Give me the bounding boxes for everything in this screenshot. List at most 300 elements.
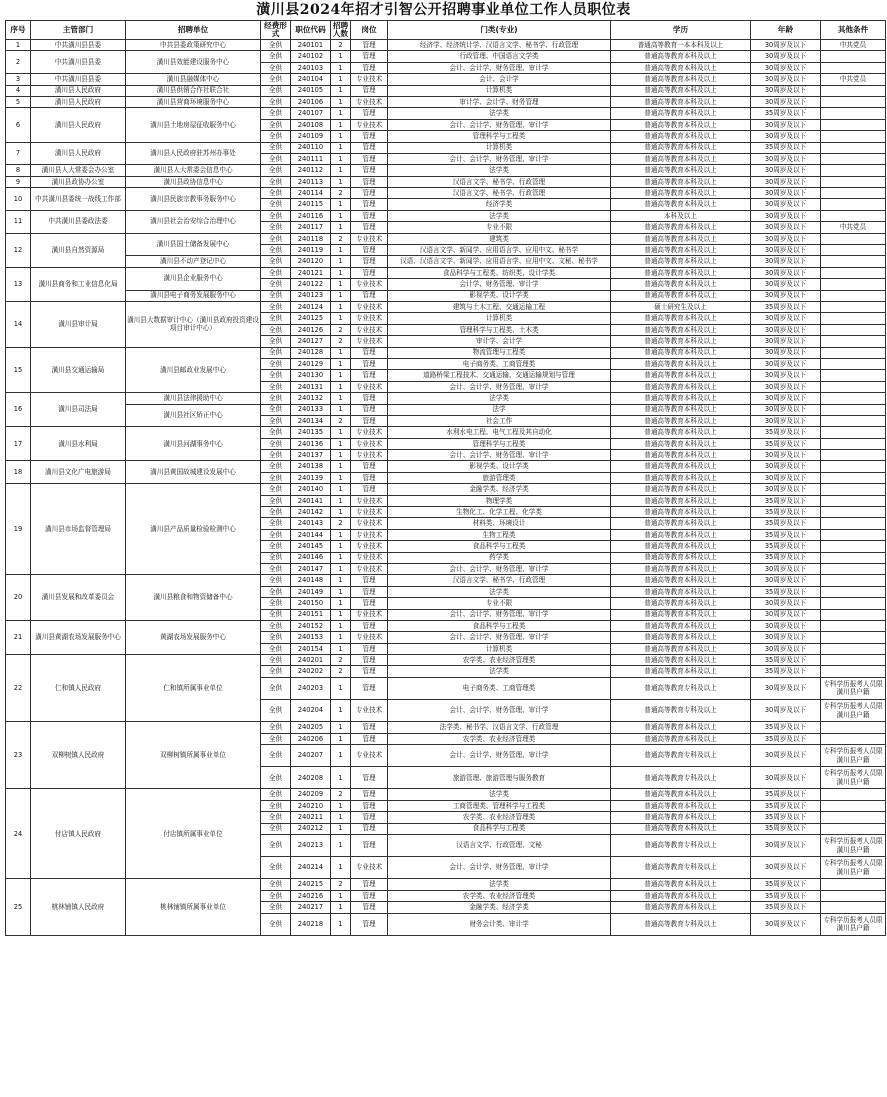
table-cell: 全供: [261, 96, 291, 107]
table-cell: 全供: [261, 767, 291, 789]
table-cell: 30周岁及以下: [751, 336, 821, 347]
table-cell: 专业技术: [351, 279, 388, 290]
table-cell: [821, 108, 886, 119]
table-cell: 240139: [291, 472, 331, 483]
table-cell: 240213: [291, 834, 331, 856]
table-cell: 物理学类: [388, 495, 611, 506]
table-cell: 240205: [291, 722, 331, 733]
table-cell: 全供: [261, 632, 291, 643]
table-cell: 240112: [291, 165, 331, 176]
table-cell: 1: [331, 890, 351, 901]
table-cell: 普通高等教育本科及以上: [611, 632, 751, 643]
col-header-count: 招聘人数: [331, 21, 351, 40]
table-cell: 35周岁及以下: [751, 800, 821, 811]
table-cell: 全供: [261, 119, 291, 130]
table-cell: 1: [331, 677, 351, 699]
table-cell: [821, 609, 886, 620]
table-cell: [821, 518, 886, 529]
table-cell: 专业技术: [351, 74, 388, 85]
table-cell: 1: [331, 290, 351, 301]
table-cell: 22: [6, 655, 31, 722]
table-cell: 240109: [291, 131, 331, 142]
table-cell: 全供: [261, 472, 291, 483]
table-cell: 240137: [291, 450, 331, 461]
table-row: [6, 176, 886, 187]
table-cell: [821, 415, 886, 426]
table-cell: 240212: [291, 823, 331, 834]
table-cell: [821, 879, 886, 890]
table-cell: 1: [331, 643, 351, 654]
table-cell: 管理: [351, 902, 388, 913]
table-cell: 潢川县邮政业发展中心: [126, 347, 261, 393]
table-cell: 管理: [351, 245, 388, 256]
table-cell: 1: [331, 834, 351, 856]
table-cell: 全供: [261, 370, 291, 381]
table-cell: 240129: [291, 358, 331, 369]
col-header-other: 其他条件: [821, 21, 886, 40]
table-row: [6, 142, 886, 153]
table-cell: 全供: [261, 598, 291, 609]
table-cell: [821, 823, 886, 834]
table-row: [6, 74, 886, 85]
table-cell: 会计、会计学: [388, 74, 611, 85]
table-cell: 1: [331, 96, 351, 107]
table-cell: 汉语言文学、秘书学、行政管理: [388, 575, 611, 586]
table-cell: [821, 722, 886, 733]
table-cell: 35周岁及以下: [751, 722, 821, 733]
table-cell: 专业技术: [351, 324, 388, 335]
table-cell: 1: [331, 902, 351, 913]
table-cell: 240115: [291, 199, 331, 210]
table-cell: [821, 598, 886, 609]
table-cell: 潢川县司法局: [31, 393, 126, 427]
table-cell: 240126: [291, 324, 331, 335]
col-header-major: 门类(专业): [388, 21, 611, 40]
table-cell: 影视学类、设计学类: [388, 290, 611, 301]
table-cell: 普通高等教育本科及以上: [611, 108, 751, 119]
table-cell: 2: [331, 518, 351, 529]
table-cell: 240147: [291, 563, 331, 574]
table-cell: [821, 233, 886, 244]
table-cell: 普通高等教育本科及以上: [611, 438, 751, 449]
table-cell: 普通高等教育本科及以上: [611, 733, 751, 744]
table-cell: 管理: [351, 188, 388, 199]
table-cell: 潢川县企业服务中心: [126, 267, 261, 290]
table-cell: 30周岁及以下: [751, 131, 821, 142]
col-header-education: 学历: [611, 21, 751, 40]
table-cell: 普通高等教育本科及以上: [611, 518, 751, 529]
table-cell: [821, 370, 886, 381]
table-cell: 1: [331, 620, 351, 631]
table-cell: 普通高等教育本科及以上: [611, 575, 751, 586]
table-cell: 专业技术: [351, 495, 388, 506]
table-cell: 经济学类: [388, 199, 611, 210]
table-cell: 240123: [291, 290, 331, 301]
table-cell: [821, 666, 886, 677]
table-cell: 30周岁及以下: [751, 767, 821, 789]
table-cell: 240202: [291, 666, 331, 677]
table-cell: [821, 119, 886, 130]
table-cell: 普通高等教育本科及以上: [611, 256, 751, 267]
table-cell: 潢川县黄国故城建设发展中心: [126, 461, 261, 484]
table-cell: 管理: [351, 142, 388, 153]
table-cell: 专科学历报考人员限潢川县户籍: [821, 857, 886, 879]
table-cell: 30周岁及以下: [751, 199, 821, 210]
table-row: [6, 188, 886, 199]
table-cell: [821, 484, 886, 495]
table-cell: 全供: [261, 495, 291, 506]
table-cell: 1: [331, 210, 351, 221]
table-cell: 35周岁及以下: [751, 812, 821, 823]
table-cell: 30周岁及以下: [751, 575, 821, 586]
table-cell: 全供: [261, 222, 291, 233]
table-cell: 全供: [261, 210, 291, 221]
table-cell: [821, 472, 886, 483]
table-cell: 潢川县融媒体中心: [126, 74, 261, 85]
table-cell: 管理: [351, 85, 388, 96]
table-cell: 240125: [291, 313, 331, 324]
table-cell: 潢川县供销合作社联合社: [126, 85, 261, 96]
table-cell: 1: [331, 279, 351, 290]
table-cell: 潢川县社区矫正中心: [126, 404, 261, 427]
table-cell: 35周岁及以下: [751, 902, 821, 913]
table-cell: 管理: [351, 165, 388, 176]
table-row: [6, 85, 886, 96]
table-cell: 35周岁及以下: [751, 586, 821, 597]
table-cell: 30周岁及以下: [751, 620, 821, 631]
table-cell: 中共党员: [821, 40, 886, 51]
table-cell: 计算机类: [388, 313, 611, 324]
table-cell: 240128: [291, 347, 331, 358]
table-cell: 专业技术: [351, 96, 388, 107]
table-cell: 1: [331, 381, 351, 392]
table-cell: 30周岁及以下: [751, 472, 821, 483]
table-cell: 管理: [351, 370, 388, 381]
table-cell: 1: [331, 529, 351, 540]
table-cell: 11: [6, 210, 31, 233]
table-row: [6, 722, 886, 733]
table-cell: 汉语言文学、秘书学、行政管理: [388, 188, 611, 199]
table-cell: 1: [331, 800, 351, 811]
table-cell: [821, 733, 886, 744]
table-cell: 潢川县人民政府: [31, 108, 126, 142]
table-cell: 潢川县发展和改革委员会: [31, 575, 126, 621]
table-cell: 潢川县人民政府: [31, 142, 126, 165]
table-cell: [821, 529, 886, 540]
table-cell: 水利水电工程、电气工程及其自动化: [388, 427, 611, 438]
table-cell: 潢川县人大常委会信息中心: [126, 165, 261, 176]
table-cell: 普通高等教育本科及以上: [611, 902, 751, 913]
table-cell: 专业技术: [351, 438, 388, 449]
table-cell: 全供: [261, 745, 291, 767]
table-cell: [821, 450, 886, 461]
table-cell: 1: [331, 450, 351, 461]
table-cell: [821, 324, 886, 335]
table-cell: 13: [6, 267, 31, 301]
table-cell: 30周岁及以下: [751, 245, 821, 256]
table-cell: 管理: [351, 461, 388, 472]
table-cell: 全供: [261, 450, 291, 461]
table-cell: 240124: [291, 301, 331, 312]
table-cell: 管理: [351, 643, 388, 654]
table-cell: 普通高等教育本科及以上: [611, 666, 751, 677]
table-cell: 17: [6, 427, 31, 461]
table-cell: 全供: [261, 438, 291, 449]
table-cell: 普通高等教育本科及以上: [611, 563, 751, 574]
table-cell: 桃林铺镇人民政府: [31, 879, 126, 935]
table-cell: 普通高等教育本科及以上: [611, 393, 751, 404]
table-cell: 普通高等教育专科及以上: [611, 913, 751, 935]
table-cell: 240121: [291, 267, 331, 278]
table-cell: 1: [331, 575, 351, 586]
table-cell: 计算机类: [388, 643, 611, 654]
table-cell: 1: [331, 142, 351, 153]
table-cell: 潢川县政协信息中心: [126, 176, 261, 187]
table-cell: 240210: [291, 800, 331, 811]
table-cell: 1: [331, 541, 351, 552]
table-cell: 食品科学与工程类: [388, 541, 611, 552]
table-cell: 管理科学与工程类: [388, 131, 611, 142]
table-cell: 240208: [291, 767, 331, 789]
table-cell: 全供: [261, 336, 291, 347]
table-cell: 法学类: [388, 789, 611, 800]
table-cell: 35周岁及以下: [751, 733, 821, 744]
table-cell: 全供: [261, 586, 291, 597]
table-cell: 30周岁及以下: [751, 358, 821, 369]
table-cell: 专科学历报考人员限潢川县户籍: [821, 834, 886, 856]
table-cell: 全供: [261, 507, 291, 518]
table-cell: 全供: [261, 381, 291, 392]
table-cell: 专业不限: [388, 222, 611, 233]
table-cell: 全供: [261, 677, 291, 699]
table-cell: 30周岁及以下: [751, 290, 821, 301]
table-cell: 普通高等教育专科及以上: [611, 767, 751, 789]
table-cell: 30周岁及以下: [751, 450, 821, 461]
table-cell: 专科学历报考人员限潢川县户籍: [821, 767, 886, 789]
table-cell: [821, 256, 886, 267]
table-cell: 专科学历报考人员限潢川县户籍: [821, 913, 886, 935]
table-cell: 管理: [351, 484, 388, 495]
table-cell: 管理: [351, 108, 388, 119]
table-cell: 全供: [261, 256, 291, 267]
table-cell: 全供: [261, 609, 291, 620]
table-cell: 专业技术: [351, 632, 388, 643]
table-cell: 240215: [291, 879, 331, 890]
table-cell: [821, 313, 886, 324]
table-cell: 电子商务类、工商管理类: [388, 677, 611, 699]
table-cell: 生物化工、化学工程、化学类: [388, 507, 611, 518]
table-cell: 会计、会计学、财务管理、审计学: [388, 700, 611, 722]
table-cell: 潢川县人民政府驻苏州办事处: [126, 142, 261, 165]
table-cell: 管理: [351, 40, 388, 51]
table-cell: 35周岁及以下: [751, 541, 821, 552]
table-cell: [821, 902, 886, 913]
table-cell: [821, 153, 886, 164]
table-row: [6, 108, 886, 119]
table-cell: 30周岁及以下: [751, 913, 821, 935]
table-cell: [821, 541, 886, 552]
table-cell: 1: [331, 857, 351, 879]
table-cell: 潢川县营商环境服务中心: [126, 96, 261, 107]
table-row: [6, 620, 886, 631]
table-cell: 240204: [291, 700, 331, 722]
table-cell: 专业技术: [351, 301, 388, 312]
table-cell: 9: [6, 176, 31, 187]
table-cell: 中共党员: [821, 222, 886, 233]
table-cell: 潢川县黄湖农场发展服务中心: [31, 620, 126, 654]
table-cell: 240140: [291, 484, 331, 495]
table-cell: 管理: [351, 655, 388, 666]
table-cell: [821, 427, 886, 438]
table-cell: 2: [331, 789, 351, 800]
table-cell: [821, 301, 886, 312]
table-cell: 30周岁及以下: [751, 632, 821, 643]
table-cell: 240144: [291, 529, 331, 540]
table-cell: 30周岁及以下: [751, 609, 821, 620]
table-cell: 工商管理类、管理科学与工程类: [388, 800, 611, 811]
table-cell: 240133: [291, 404, 331, 415]
table-cell: 专业不限: [388, 598, 611, 609]
table-cell: 240119: [291, 245, 331, 256]
table-cell: 普通高等教育本科及以上: [611, 495, 751, 506]
table-cell: 240136: [291, 438, 331, 449]
table-cell: 1: [331, 153, 351, 164]
table-cell: 全供: [261, 267, 291, 278]
table-cell: 普通高等教育本科及以上: [611, 290, 751, 301]
table-cell: 30周岁及以下: [751, 51, 821, 62]
table-cell: 240101: [291, 40, 331, 51]
table-cell: 35周岁及以下: [751, 142, 821, 153]
table-cell: 管理: [351, 415, 388, 426]
table-cell: [821, 245, 886, 256]
table-cell: 全供: [261, 890, 291, 901]
table-cell: 普通高等教育本科及以上: [611, 199, 751, 210]
table-cell: 管理: [351, 358, 388, 369]
table-cell: 2: [331, 415, 351, 426]
table-cell: 管理: [351, 666, 388, 677]
table-cell: 35周岁及以下: [751, 666, 821, 677]
table-cell: 全供: [261, 108, 291, 119]
page-title: 潢川县2024年招才引智公开招聘事业单位工作人员职位表: [256, 2, 631, 18]
table-cell: 30周岁及以下: [751, 62, 821, 73]
table-cell: 240150: [291, 598, 331, 609]
table-cell: 1: [331, 347, 351, 358]
table-cell: 潢川县大数据审计中心（潢川县政府投资建设项目审计中心）: [126, 301, 261, 347]
table-cell: 普通高等教育本科及以上: [611, 324, 751, 335]
table-cell: 普通高等教育本科及以上: [611, 245, 751, 256]
table-cell: 240214: [291, 857, 331, 879]
table-cell: 普通高等教育本科及以上: [611, 484, 751, 495]
table-cell: 管理: [351, 823, 388, 834]
table-cell: 16: [6, 393, 31, 427]
table-cell: [821, 800, 886, 811]
table-cell: 计算机类: [388, 142, 611, 153]
table-cell: 240117: [291, 222, 331, 233]
table-cell: [821, 575, 886, 586]
table-cell: 普通高等教育本科及以上: [611, 879, 751, 890]
table-cell: 专业技术: [351, 427, 388, 438]
table-cell: 双柳树镇人民政府: [31, 722, 126, 789]
table-cell: 30周岁及以下: [751, 834, 821, 856]
table-cell: 1: [331, 313, 351, 324]
table-cell: 全供: [261, 541, 291, 552]
table-cell: 潢川县法律援助中心: [126, 393, 261, 404]
table-cell: [821, 393, 886, 404]
table-cell: 管理: [351, 472, 388, 483]
table-cell: 7: [6, 142, 31, 165]
table-cell: 专科学历报考人员限潢川县户籍: [821, 677, 886, 699]
table-cell: 35周岁及以下: [751, 301, 821, 312]
table-cell: 10: [6, 188, 31, 211]
table-row: [6, 461, 886, 472]
table-cell: 专业技术: [351, 233, 388, 244]
table-cell: 240107: [291, 108, 331, 119]
table-cell: 30周岁及以下: [751, 347, 821, 358]
table-cell: 30周岁及以下: [751, 857, 821, 879]
table-cell: 管理: [351, 767, 388, 789]
table-cell: [821, 62, 886, 73]
table-cell: 240207: [291, 745, 331, 767]
table-cell: 管理: [351, 199, 388, 210]
table-cell: 潢川县文化广电旅游局: [31, 461, 126, 484]
table-cell: 4: [6, 85, 31, 96]
table-cell: 农学类、农业经济管理类: [388, 812, 611, 823]
table-cell: 24: [6, 789, 31, 879]
table-cell: 法学类、秘书学、汉语言文学、行政管理: [388, 722, 611, 733]
table-cell: 30周岁及以下: [751, 324, 821, 335]
table-cell: 30周岁及以下: [751, 165, 821, 176]
table-cell: 普通高等教育本科及以上: [611, 415, 751, 426]
table-cell: 管理: [351, 404, 388, 415]
table-cell: 2: [331, 666, 351, 677]
table-cell: 30周岁及以下: [751, 404, 821, 415]
table-cell: 全供: [261, 461, 291, 472]
table-cell: 全供: [261, 823, 291, 834]
table-cell: 30周岁及以下: [751, 96, 821, 107]
table-cell: 管理: [351, 890, 388, 901]
table-cell: 管理: [351, 153, 388, 164]
table-cell: 1: [331, 461, 351, 472]
table-cell: 专业技术: [351, 541, 388, 552]
table-cell: 普通高等教育专科及以上: [611, 677, 751, 699]
table-header: [6, 21, 886, 40]
table-row: [6, 879, 886, 890]
table-cell: 管理: [351, 256, 388, 267]
table-cell: 全供: [261, 427, 291, 438]
table-cell: 中共潢川县县委: [31, 74, 126, 85]
table-cell: 法学类: [388, 393, 611, 404]
table-row: [6, 267, 886, 278]
table-cell: 普通高等教育本科及以上: [611, 427, 751, 438]
table-cell: 中共县委政策研究中心: [126, 40, 261, 51]
table-cell: 全供: [261, 789, 291, 800]
table-cell: 240152: [291, 620, 331, 631]
table-cell: 240102: [291, 51, 331, 62]
table-cell: 管理: [351, 222, 388, 233]
table-cell: 全供: [261, 301, 291, 312]
table-cell: 1: [331, 108, 351, 119]
table-cell: 30周岁及以下: [751, 745, 821, 767]
table-cell: 1: [331, 552, 351, 563]
table-row: [6, 290, 886, 301]
table-cell: [821, 290, 886, 301]
table-row: [6, 484, 886, 495]
table-cell: 240113: [291, 176, 331, 187]
table-cell: 普通高等教育本科及以上: [611, 529, 751, 540]
table-cell: 1: [331, 427, 351, 438]
table-cell: 2: [331, 655, 351, 666]
table-cell: 物流管理与工程类: [388, 347, 611, 358]
